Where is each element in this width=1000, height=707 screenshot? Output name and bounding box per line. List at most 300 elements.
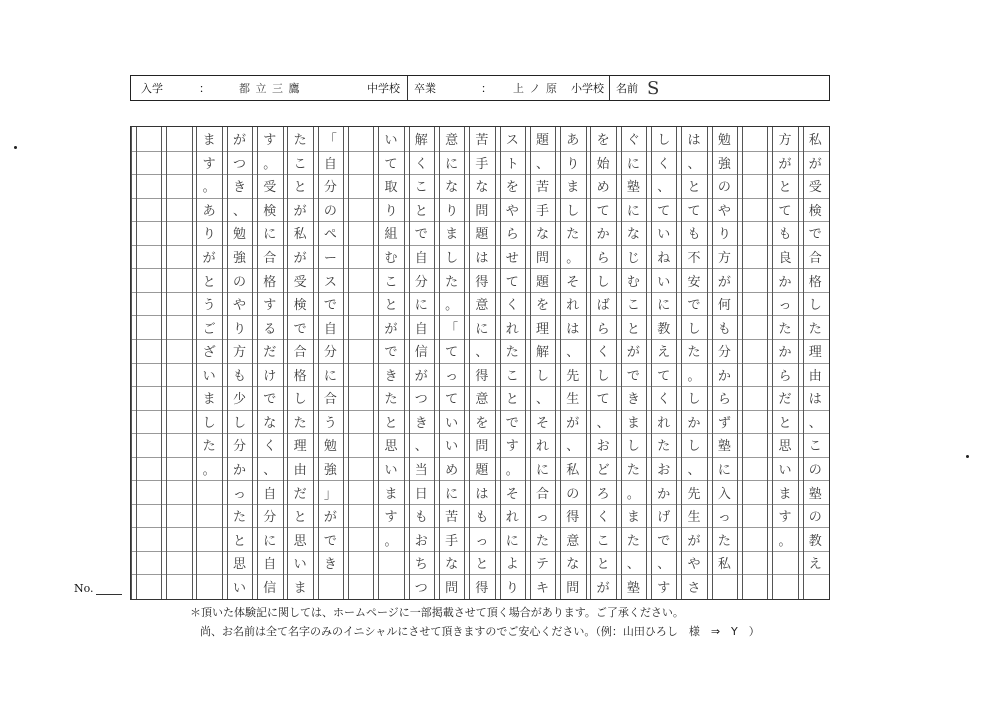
essay-char: 思: [384, 439, 398, 455]
essay-char: な: [445, 180, 459, 196]
essay-char: た: [445, 274, 459, 290]
essay-column: [464, 127, 494, 599]
essay-char: 安: [687, 274, 701, 290]
essay-char: に: [445, 486, 459, 502]
label-namae: 名前: [616, 82, 638, 95]
essay-char: こ: [808, 439, 822, 455]
essay-column: [707, 127, 737, 599]
essay-char: の: [566, 486, 580, 502]
essay-char: 取: [384, 180, 398, 196]
essay-char: の: [808, 510, 822, 526]
essay-char: が: [293, 203, 307, 219]
essay-char: 勉: [232, 227, 246, 243]
header-divider: [609, 76, 610, 100]
essay-char: す: [778, 510, 792, 526]
essay-char: さ: [687, 580, 701, 596]
essay-char: ご: [202, 321, 216, 337]
essay-char: か: [596, 227, 610, 243]
essay-char: い: [293, 557, 307, 573]
essay-char: 、: [808, 415, 822, 431]
essay-char: 苦: [475, 133, 489, 149]
essay-char: 合: [323, 392, 337, 408]
essay-char: 問: [445, 580, 459, 596]
essay-char: が: [687, 533, 701, 549]
essay-char: く: [596, 510, 610, 526]
essay-char: で: [293, 321, 307, 337]
essay-char: つ: [414, 392, 428, 408]
essay-char: こ: [505, 368, 519, 384]
essay-char: 検: [293, 298, 307, 314]
essay-char: 。: [505, 462, 519, 478]
essay-column: [676, 127, 706, 599]
essay-char: 題: [475, 227, 489, 243]
essay-char: は: [687, 133, 701, 149]
essay-column: [586, 127, 616, 599]
essay-char: た: [202, 439, 216, 455]
essay-char: き: [626, 392, 640, 408]
essay-char: も: [778, 227, 792, 243]
essay-char: な: [566, 557, 580, 573]
essay-char: れ: [505, 321, 519, 337]
essay-char: 得: [475, 580, 489, 596]
essay-char: と: [202, 274, 216, 290]
essay-char: の: [232, 274, 246, 290]
essay-char: 。: [566, 251, 580, 267]
essay-char: ま: [445, 227, 459, 243]
essay-char: 、: [596, 415, 610, 431]
essay-char: だ: [263, 345, 277, 361]
essay-char: て: [778, 203, 792, 219]
disclaimer-note-1: ＊頂いた体験記に関しては、ホームページに一部掲載させて頂く場合があります。ご了承ください。: [190, 606, 684, 619]
essay-char: て: [505, 274, 519, 290]
essay-char: は: [566, 321, 580, 337]
essay-char: っ: [536, 510, 550, 526]
essay-char: 自: [414, 251, 428, 267]
essay-char: 。: [778, 533, 792, 549]
essay-char: ら: [717, 392, 731, 408]
essay-char: 受: [293, 274, 307, 290]
essay-char: 勉: [717, 133, 731, 149]
essay-char: そ: [536, 415, 550, 431]
essay-char: げ: [657, 510, 671, 526]
essay-column: [131, 127, 161, 599]
essay-char: っ: [232, 486, 246, 502]
essay-char: っ: [445, 368, 459, 384]
essay-char: 問: [475, 439, 489, 455]
essay-char: こ: [414, 180, 428, 196]
essay-char: く: [414, 156, 428, 172]
essay-char: 由: [808, 368, 822, 384]
essay-char: 、: [536, 392, 550, 408]
essay-char: ま: [202, 392, 216, 408]
essay-char: ら: [778, 368, 792, 384]
essay-char: り: [445, 203, 459, 219]
essay-column: [343, 127, 373, 599]
essay-char: も: [687, 227, 701, 243]
essay-char: か: [778, 345, 792, 361]
essay-char: む: [384, 251, 398, 267]
essay-char: し: [687, 439, 701, 455]
essay-char: ス: [323, 274, 337, 290]
essay-char: け: [263, 368, 277, 384]
essay-char: 」: [323, 486, 337, 502]
essay-char: た: [536, 533, 550, 549]
essay-char: ろ: [596, 486, 610, 502]
essay-char: と: [232, 533, 246, 549]
essay-char: が: [202, 251, 216, 267]
essay-char: な: [475, 180, 489, 196]
essay-char: 意: [475, 392, 489, 408]
essay-char: の: [717, 180, 731, 196]
essay-char: 、: [263, 462, 277, 478]
essay-char: あ: [202, 203, 216, 219]
essay-char: 「: [323, 133, 337, 149]
essay-char: 分: [414, 274, 428, 290]
essay-char: は: [475, 251, 489, 267]
essay-char: こ: [384, 274, 398, 290]
essay-char: す: [657, 580, 671, 596]
essay-char: 、: [657, 557, 671, 573]
essay-column: [495, 127, 525, 599]
essay-char: か: [657, 486, 671, 502]
essay-char: う: [202, 298, 216, 314]
essay-char: が: [232, 133, 246, 149]
essay-char: 信: [263, 580, 277, 596]
essay-char: 自: [323, 321, 337, 337]
essay-char: し: [687, 392, 701, 408]
essay-char: た: [293, 415, 307, 431]
essay-char: で: [384, 345, 398, 361]
essay-char: 先: [687, 486, 701, 502]
essay-char: 私: [293, 227, 307, 243]
essay-char: れ: [657, 415, 671, 431]
essay-char: を: [536, 298, 550, 314]
essay-char: で: [626, 368, 640, 384]
essay-char: い: [232, 580, 246, 596]
essay-char: と: [384, 298, 398, 314]
essay-char: す: [505, 439, 519, 455]
essay-char: が: [717, 274, 731, 290]
essay-char: で: [808, 227, 822, 243]
essay-char: り: [202, 227, 216, 243]
essay-char: 意: [445, 133, 459, 149]
essay-char: り: [232, 321, 246, 337]
essay-char: は: [808, 392, 822, 408]
essay-char: ら: [596, 321, 610, 337]
header-box: [130, 75, 830, 101]
essay-char: 合: [293, 345, 307, 361]
essay-char: 何: [717, 298, 731, 314]
essay-char: ま: [384, 486, 398, 502]
essay-char: に: [475, 321, 489, 337]
essay-column: [434, 127, 464, 599]
label-nyugaku: 入学: [141, 82, 163, 95]
essay-column: [373, 127, 403, 599]
essay-char: い: [778, 462, 792, 478]
essay-char: き: [384, 368, 398, 384]
essay-char: と: [687, 180, 701, 196]
essay-char: き: [414, 415, 428, 431]
essay-char: 思: [232, 557, 246, 573]
essay-char: に: [414, 298, 428, 314]
essay-char: 少: [232, 392, 246, 408]
essay-char: や: [505, 203, 519, 219]
essay-char: で: [657, 533, 671, 549]
essay-char: く: [263, 439, 277, 455]
essay-char: て: [687, 203, 701, 219]
essay-char: 自: [323, 156, 337, 172]
essay-char: か: [717, 368, 731, 384]
essay-char: 自: [263, 557, 277, 573]
essay-char: ま: [778, 486, 792, 502]
essay-char: 塾: [717, 439, 731, 455]
essay-char: キ: [536, 580, 550, 596]
essay-column: [616, 127, 646, 599]
essay-char: 格: [808, 274, 822, 290]
essay-char: 苦: [445, 510, 459, 526]
essay-char: く: [596, 345, 610, 361]
essay-char: 、: [657, 180, 671, 196]
essay-char: 、: [626, 557, 640, 573]
essay-char: 受: [808, 180, 822, 196]
essay-char: が: [323, 510, 337, 526]
essay-char: 理: [808, 345, 822, 361]
essay-char: ち: [414, 557, 428, 573]
essay-char: に: [626, 203, 640, 219]
essay-char: 題: [475, 462, 489, 478]
essay-char: た: [657, 439, 671, 455]
essay-char: た: [505, 345, 519, 361]
essay-char: た: [626, 462, 640, 478]
essay-column: [161, 127, 191, 599]
entered-school-handwritten: 都 立 三 鷹: [239, 82, 301, 95]
essay-char: る: [263, 321, 277, 337]
essay-char: 題: [536, 133, 550, 149]
essay-char: あ: [566, 133, 580, 149]
essay-char: 、: [687, 156, 701, 172]
essay-char: よ: [505, 557, 519, 573]
essay-char: で: [323, 533, 337, 549]
essay-char: し: [566, 203, 580, 219]
essay-char: 「: [445, 321, 459, 337]
essay-char: や: [687, 557, 701, 573]
essay-char: ま: [202, 133, 216, 149]
essay-char: を: [505, 180, 519, 196]
essay-char: ペ: [323, 227, 337, 243]
scan-speck: [14, 146, 17, 149]
essay-char: 分: [232, 439, 246, 455]
essay-char: 解: [536, 345, 550, 361]
essay-char: 塾: [808, 486, 822, 502]
essay-char: の: [808, 462, 822, 478]
essay-char: れ: [505, 510, 519, 526]
essay-char: 。: [202, 180, 216, 196]
essay-char: も: [717, 321, 731, 337]
essay-char: た: [626, 533, 640, 549]
essay-char: 当: [414, 462, 428, 478]
essay-char: つ: [414, 580, 428, 596]
essay-char: て: [596, 203, 610, 219]
essay-char: に: [505, 533, 519, 549]
essay-char: ば: [596, 298, 610, 314]
essay-char: と: [384, 415, 398, 431]
essay-char: 。: [626, 486, 640, 502]
essay-char: 題: [536, 274, 550, 290]
essay-char: す: [384, 510, 398, 526]
page-number-blank: [96, 594, 122, 595]
essay-char: も: [414, 510, 428, 526]
essay-char: こ: [626, 298, 640, 314]
essay-char: 入: [717, 486, 731, 502]
essay-char: 方: [717, 251, 731, 267]
essay-char: だ: [293, 486, 307, 502]
essay-char: し: [445, 251, 459, 267]
essay-char: り: [505, 580, 519, 596]
essay-char: 勉: [323, 439, 337, 455]
essay-char: 塾: [626, 180, 640, 196]
essay-char: い: [657, 227, 671, 243]
essay-char: ら: [505, 227, 519, 243]
essay-char: す: [263, 133, 277, 149]
essay-char: 私: [717, 557, 731, 573]
page-number-label: No.: [74, 582, 94, 595]
essay-char: た: [566, 227, 580, 243]
essay-char: っ: [717, 510, 731, 526]
essay-char: 信: [414, 345, 428, 361]
essay-char: ざ: [202, 345, 216, 361]
essay-char: 生: [566, 392, 580, 408]
essay-char: な: [536, 227, 550, 243]
essay-char: 苦: [536, 180, 550, 196]
essay-char: 、: [687, 462, 701, 478]
essay-char: ま: [293, 580, 307, 596]
essay-char: た: [384, 392, 398, 408]
essay-char: 強: [232, 251, 246, 267]
essay-char: く: [657, 156, 671, 172]
essay-char: 分: [323, 345, 337, 361]
essay-char: り: [717, 227, 731, 243]
essay-char: 。: [384, 533, 398, 549]
essay-char: い: [202, 368, 216, 384]
essay-column: [646, 127, 676, 599]
essay-char: と: [505, 392, 519, 408]
essay-char: た: [293, 133, 307, 149]
essay-char: く: [505, 298, 519, 314]
essay-char: 日: [414, 486, 428, 502]
essay-column: [525, 127, 555, 599]
essay-char: 組: [384, 227, 398, 243]
essay-char: し: [808, 298, 822, 314]
essay-char: 問: [475, 203, 489, 219]
essay-char: 。: [263, 156, 277, 172]
essay-char: て: [384, 156, 398, 172]
essay-char: も: [232, 368, 246, 384]
essay-char: で: [505, 415, 519, 431]
essay-char: 、: [566, 439, 580, 455]
essay-char: 思: [778, 439, 792, 455]
essay-char: テ: [536, 557, 550, 573]
essay-char: し: [687, 321, 701, 337]
essay-char: 合: [263, 251, 277, 267]
essay-char: か: [778, 274, 792, 290]
essay-char: い: [657, 274, 671, 290]
essay-char: し: [596, 368, 610, 384]
essay-char: た: [808, 321, 822, 337]
essay-char: 意: [475, 298, 489, 314]
essay-char: め: [596, 180, 610, 196]
essay-char: お: [657, 462, 671, 478]
essay-char: 手: [445, 533, 459, 549]
essay-char: た: [717, 533, 731, 549]
essay-char: た: [232, 510, 246, 526]
essay-char: 格: [263, 274, 277, 290]
essay-char: に: [445, 156, 459, 172]
essay-char: 分: [263, 510, 277, 526]
essay-char: 方: [232, 345, 246, 361]
essay-char: ま: [566, 180, 580, 196]
disclaimer-note-2: 尚、お名前は全て名字のみのイニシャルにさせて頂きますのでご安心ください。（例：山田ひろし 様 ⇒ Y ）: [200, 625, 760, 638]
essay-char: な: [445, 557, 459, 573]
essay-char: し: [596, 274, 610, 290]
essay-char: き: [323, 557, 337, 573]
essay-char: し: [536, 368, 550, 384]
essay-char: え: [657, 345, 671, 361]
name-handwritten: S: [647, 77, 661, 99]
essay-char: そ: [566, 274, 580, 290]
essay-char: 問: [536, 251, 550, 267]
essay-char: く: [657, 392, 671, 408]
essay-char: に: [263, 227, 277, 243]
essay-char: い: [384, 462, 398, 478]
essay-char: 、: [475, 345, 489, 361]
essay-char: 合: [808, 251, 822, 267]
essay-char: か: [687, 415, 701, 431]
essay-char: 分: [717, 345, 731, 361]
essay-char: 手: [475, 156, 489, 172]
essay-char: が: [566, 415, 580, 431]
essay-char: 。: [687, 368, 701, 384]
essay-char: 手: [536, 203, 550, 219]
essay-char: せ: [505, 251, 519, 267]
essay-char: に: [536, 462, 550, 478]
essay-char: 私: [566, 462, 580, 478]
essay-char: 受: [263, 180, 277, 196]
essay-char: と: [626, 321, 640, 337]
scan-speck: [966, 455, 969, 458]
essay-char: が: [808, 156, 822, 172]
essay-char: に: [323, 368, 337, 384]
essay-char: 。: [445, 298, 459, 314]
essay-char: ど: [596, 462, 610, 478]
essay-char: 得: [566, 510, 580, 526]
essay-char: て: [657, 203, 671, 219]
essay-column: [192, 127, 222, 599]
essay-char: 先: [566, 368, 580, 384]
essay-char: が: [384, 321, 398, 337]
essay-char: ず: [717, 415, 731, 431]
label-chugakko: 中学校: [367, 82, 400, 95]
essay-char: が: [414, 368, 428, 384]
essay-char: す: [202, 156, 216, 172]
essay-char: え: [808, 557, 822, 573]
essay-char: と: [778, 415, 792, 431]
essay-char: と: [596, 557, 610, 573]
essay-char: だ: [778, 392, 792, 408]
essay-char: で: [323, 298, 337, 314]
essay-char: が: [596, 580, 610, 596]
essay-char: に: [263, 533, 277, 549]
essay-char: と: [293, 180, 307, 196]
